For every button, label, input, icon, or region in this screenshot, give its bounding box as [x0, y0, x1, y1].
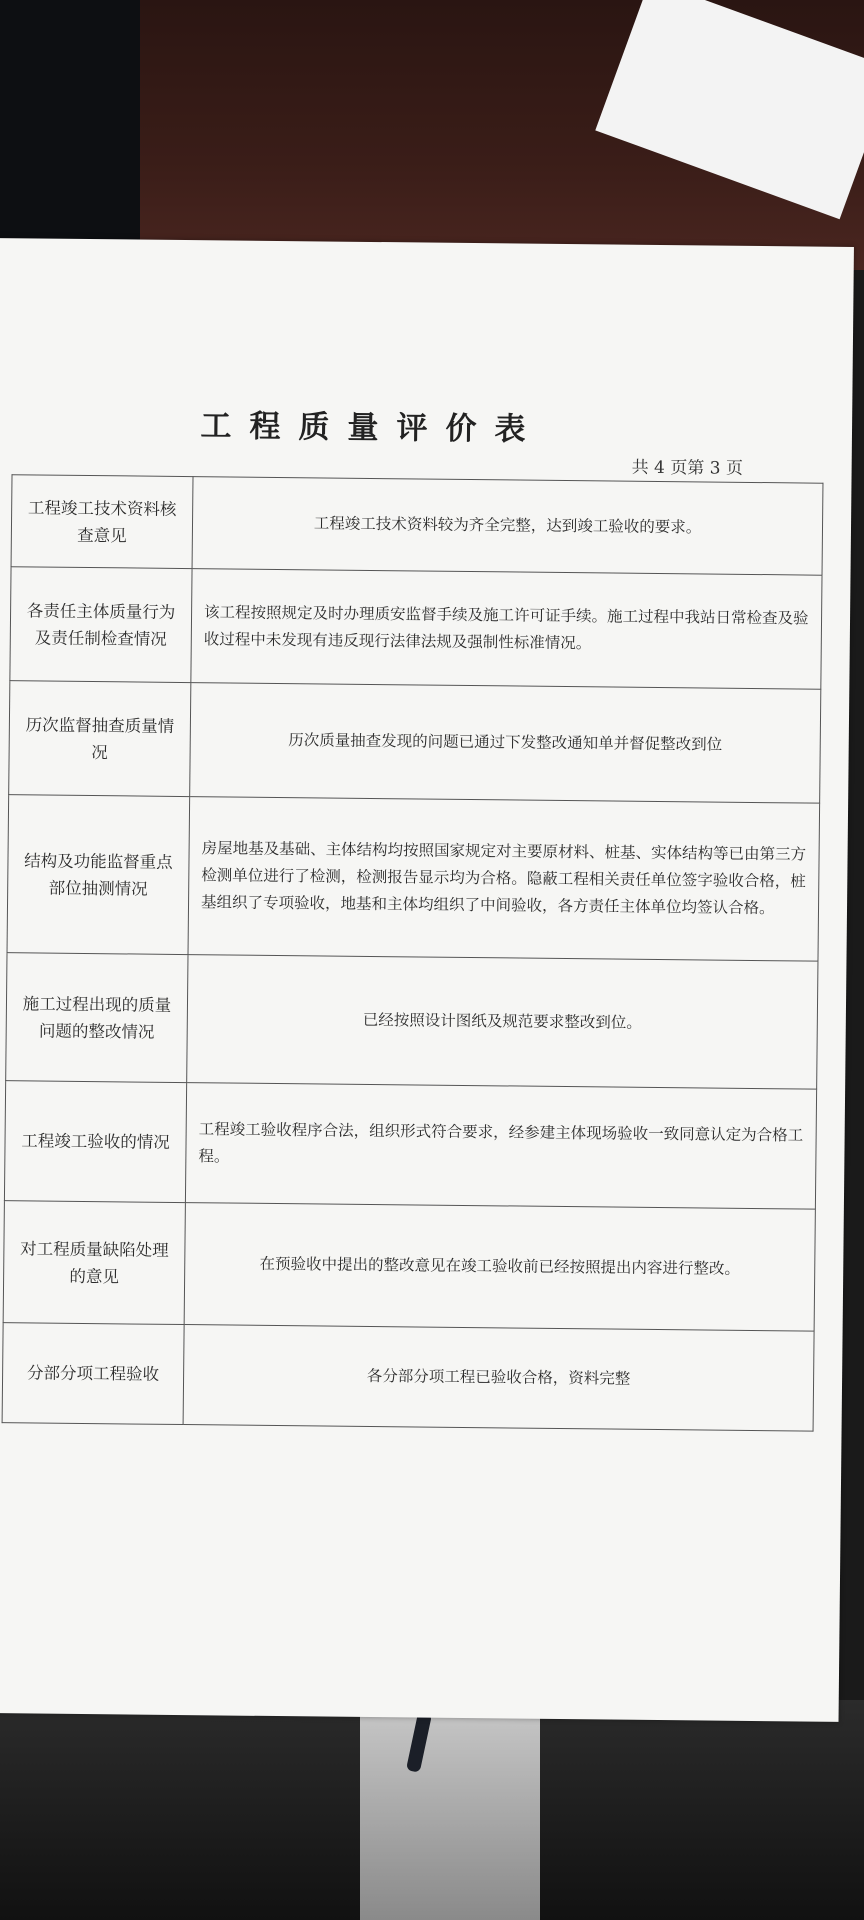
row-content: 房屋地基及基础、主体结构均按照国家规定对主要原材料、桩基、实体结构等已由第三方检测单位进行了检测，检测报告显示均为合格。隐蔽工程相关责任单位签字验收合格，桩基组织了专项验收，地基和主体均组织了中间验收，各方责任主体单位均签认合格。: [188, 797, 820, 962]
row-content: 在预验收中提出的整改意见在竣工验收前已经按照提出内容进行整改。: [184, 1203, 815, 1332]
row-label: 各责任主体质量行为及责任制检查情况: [10, 567, 192, 683]
table-row: [9, 681, 821, 803]
row-label: 历次监督抽查质量情况: [9, 681, 191, 797]
background-shadow: [0, 0, 140, 260]
page-indicator: 共 4 页第 3 页: [631, 457, 743, 479]
table-row: [3, 1201, 815, 1331]
table-row: [2, 1323, 814, 1431]
row-content: 已经按照设计图纸及规范要求整改到位。: [187, 955, 818, 1090]
row-content: 历次质量抽查发现的问题已通过下发整改通知单并督促整改到位: [190, 683, 821, 804]
row-label: 分部分项工程验收: [2, 1323, 184, 1425]
row-label: 结构及功能监督重点部位抽测情况: [7, 795, 190, 955]
table-row: [10, 567, 822, 689]
table-row: [4, 1081, 816, 1209]
row-label: 工程竣工技术资料核查意见: [11, 475, 193, 569]
row-label: 工程竣工验收的情况: [4, 1081, 186, 1203]
table-row: [6, 953, 818, 1089]
row-label: 施工过程出现的质量问题的整改情况: [6, 953, 188, 1083]
table-row: [11, 475, 823, 575]
row-content: 工程竣工验收程序合法，组织形式符合要求，经参建主体现场验收一致同意认定为合格工程。: [185, 1083, 816, 1210]
background-floor-tile: [360, 1700, 540, 1920]
quality-evaluation-table: [2, 474, 824, 1431]
row-content: 该工程按照规定及时办理质安监督手续及施工许可证手续。施工过程中我站日常检查及验收过程中未发现有违反现行法律法规及强制性标准情况。: [191, 569, 822, 690]
document-title: 工程质量评价表: [200, 408, 544, 448]
row-label: 对工程质量缺陷处理的意见: [3, 1201, 185, 1325]
document-sheet: [0, 238, 854, 1722]
table-row: [7, 795, 820, 961]
row-content: 各分部分项工程已验收合格，资料完整: [183, 1325, 814, 1432]
row-content: 工程竣工技术资料较为齐全完整，达到竣工验收的要求。: [192, 477, 823, 576]
